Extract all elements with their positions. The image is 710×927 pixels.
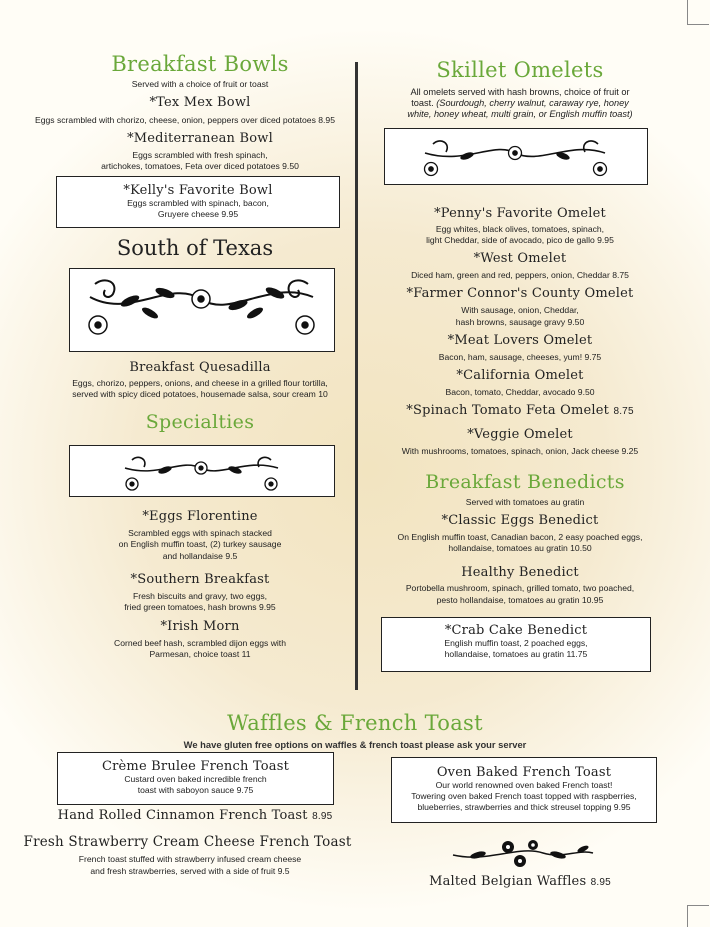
item-desc: hollandaise, tomatoes au gratin 11.75 [444,649,588,659]
item-desc: Scrambled eggs with spinach stacked [128,528,272,538]
item-price: 8.95 [312,811,333,822]
featured-box-crab-cake-benedict [381,617,651,672]
item-price: 8.95 [590,877,611,888]
section-intro [378,87,662,120]
crop-mark [687,905,709,906]
item-desc: English muffin toast, 2 poached eggs, [444,638,588,648]
section-title-specialties: Specialties [145,411,255,433]
item-name: *Spinach Tomato Feta Omelet [406,403,610,418]
item-desc: served with spicy diced potatoes, housemade salsa, sour cream 10 [72,389,328,399]
item-desc: light Cheddar, side of avocado, pico de gallo 9.95 [426,235,614,245]
item-name-kellys-favorite-bowl: *Kelly's Favorite Bowl [123,183,273,198]
item-name-veggie-omelet: *Veggie Omelet [467,427,573,442]
item-desc: On English muffin toast, Canadian bacon, 2 easy poached eggs, [397,532,643,542]
item-desc: on English muffin toast, (2) turkey sausage [118,539,282,549]
section-title-waffles-french-toast: Waffles & French Toast [227,711,483,735]
item-malted-belgian-waffles [405,874,635,889]
featured-box-oven-baked [391,757,657,823]
item-desc: fried green tomatoes, hash browns 9.95 [124,602,276,612]
item-desc: Eggs scrambled with spinach, bacon, [127,198,269,208]
crop-mark [687,0,688,24]
item-desc: Bacon, tomato, Cheddar, avocado 9.50 [445,387,595,397]
item-desc: blueberries, strawberries and thick streusel topping 9.95 [417,802,631,812]
intro-toast-options: white, honey wheat, multi grain, or English muffin toast) [407,109,633,119]
item-name-meat-lovers-omelet: *Meat Lovers Omelet [447,333,593,348]
item-desc: Eggs scrambled with chorizo, cheese, onion, peppers over diced potatoes 8.95 [34,115,335,125]
item-desc: toast with saboyon sauce 9.75 [137,785,254,795]
item-desc: artichokes, tomatoes, Feta over diced potatoes 9.50 [101,161,299,171]
item-desc: French toast stuffed with strawberry infused cream cheese [78,854,302,864]
item-price: 8.75 [613,406,634,417]
item-desc: Diced ham, green and red, peppers, onion, Cheddar 8.75 [411,270,629,280]
item-desc: Portobella mushroom, spinach, grilled tomato, two poached, [405,583,635,593]
section-title-breakfast-benedicts: Breakfast Benedicts [425,471,625,493]
item-desc: With sausage, onion, Cheddar, [461,305,579,315]
ornament-box [384,128,648,185]
item-name: Malted Belgian Waffles [429,874,587,889]
section-subtitle: Served with a choice of fruit or toast [131,79,269,89]
floral-vine-icon [385,129,646,183]
item-desc: Custard oven baked incredible french [124,774,267,784]
ornament-box [69,445,335,497]
section-title-skillet-omelets: Skillet Omelets [436,58,604,82]
item-desc: pesto hollandaise, tomatoes au gratin 10.95 [436,595,604,605]
section-title-breakfast-bowls: Breakfast Bowls [111,52,289,76]
intro-line: All omelets served with hash browns, choice of fruit or [410,87,630,97]
intro-line: toast. [411,98,434,108]
floral-vine-icon [70,269,333,350]
item-name-california-omelet: *California Omelet [456,368,584,383]
item-name-irish-morn: *Irish Morn [160,619,240,634]
item-desc: Eggs, chorizo, peppers, onions, and cheese in a grilled flour tortilla, [72,378,328,388]
item-name-mediterranean-bowl: *Mediterranean Bowl [127,131,273,146]
item-desc: hollandaise, tomatoes au gratin 10.50 [448,543,592,553]
item-cinnamon-french-toast [30,808,360,823]
item-name-healthy-benedict: Healthy Benedict [461,565,579,580]
crop-mark [687,24,709,25]
featured-box-kellys-bowl [56,176,340,228]
item-desc: Our world renowned oven baked French toast! [435,780,613,790]
crop-mark [687,905,688,927]
item-name-breakfast-quesadilla: Breakfast Quesadilla [129,360,271,375]
item-desc: With mushrooms, tomatoes, spinach, onion, Jack cheese 9.25 [401,446,639,456]
floral-sprig-icon [448,833,598,873]
intro-toast-options: (Sourdough, cherry walnut, caraway rye, honey [436,98,629,108]
item-name-southern-breakfast: *Southern Breakfast [130,572,270,587]
item-name-creme-brulee-french-toast: Crème Brulee French Toast [101,759,290,774]
item-name: Hand Rolled Cinnamon French Toast [57,808,308,823]
item-name-oven-baked-french-toast: Oven Baked French Toast [436,765,612,780]
item-name-farmer-connors-county-omelet: *Farmer Connor's County Omelet [406,286,634,301]
item-name-eggs-florentine: *Eggs Florentine [142,509,258,524]
item-desc: Parmesan, choice toast 11 [149,649,251,659]
section-subtitle: Served with tomatoes au gratin [465,497,585,507]
item-desc: hash browns, sausage gravy 9.50 [455,317,585,327]
ornament-box [69,268,335,352]
item-name-pennys-favorite-omelet: *Penny's Favorite Omelet [434,206,606,221]
featured-box-creme-brulee [57,752,334,805]
item-desc: Gruyere cheese 9.95 [157,209,239,219]
item-desc: and hollandaise 9.5 [162,551,238,561]
item-desc: Corned beef hash, scrambled dijon eggs with [114,638,286,648]
item-desc: Fresh biscuits and gravy, two eggs, [132,591,268,601]
item-name-fresh-strawberry-french-toast: Fresh Strawberry Cream Cheese French Toast [23,834,352,850]
item-desc: Towering oven baked French toast topped with raspberries, [411,791,637,801]
item-desc: Egg whites, black olives, tomatoes, spinach, [435,224,605,234]
item-name-crab-cake-benedict: *Crab Cake Benedict [444,623,588,638]
item-desc: and fresh strawberries, served with a side of fruit 9.5 [90,866,290,876]
item-name-west-omelet: *West Omelet [473,251,567,266]
section-title-south-of-texas: South of Texas [116,236,274,260]
item-desc: Eggs scrambled with fresh spinach, [132,150,268,160]
gluten-free-note: We have gluten free options on waffles & french toast please ask your server [183,739,527,750]
item-desc: Bacon, ham, sausage, cheeses, yum! 9.75 [438,352,602,362]
item-name-tex-mex-bowl: *Tex Mex Bowl [149,95,251,110]
floral-vine-icon [70,446,333,495]
item-name-classic-eggs-benedict: *Classic Eggs Benedict [441,513,599,528]
item-spinach-tomato-feta-omelet [370,403,670,418]
